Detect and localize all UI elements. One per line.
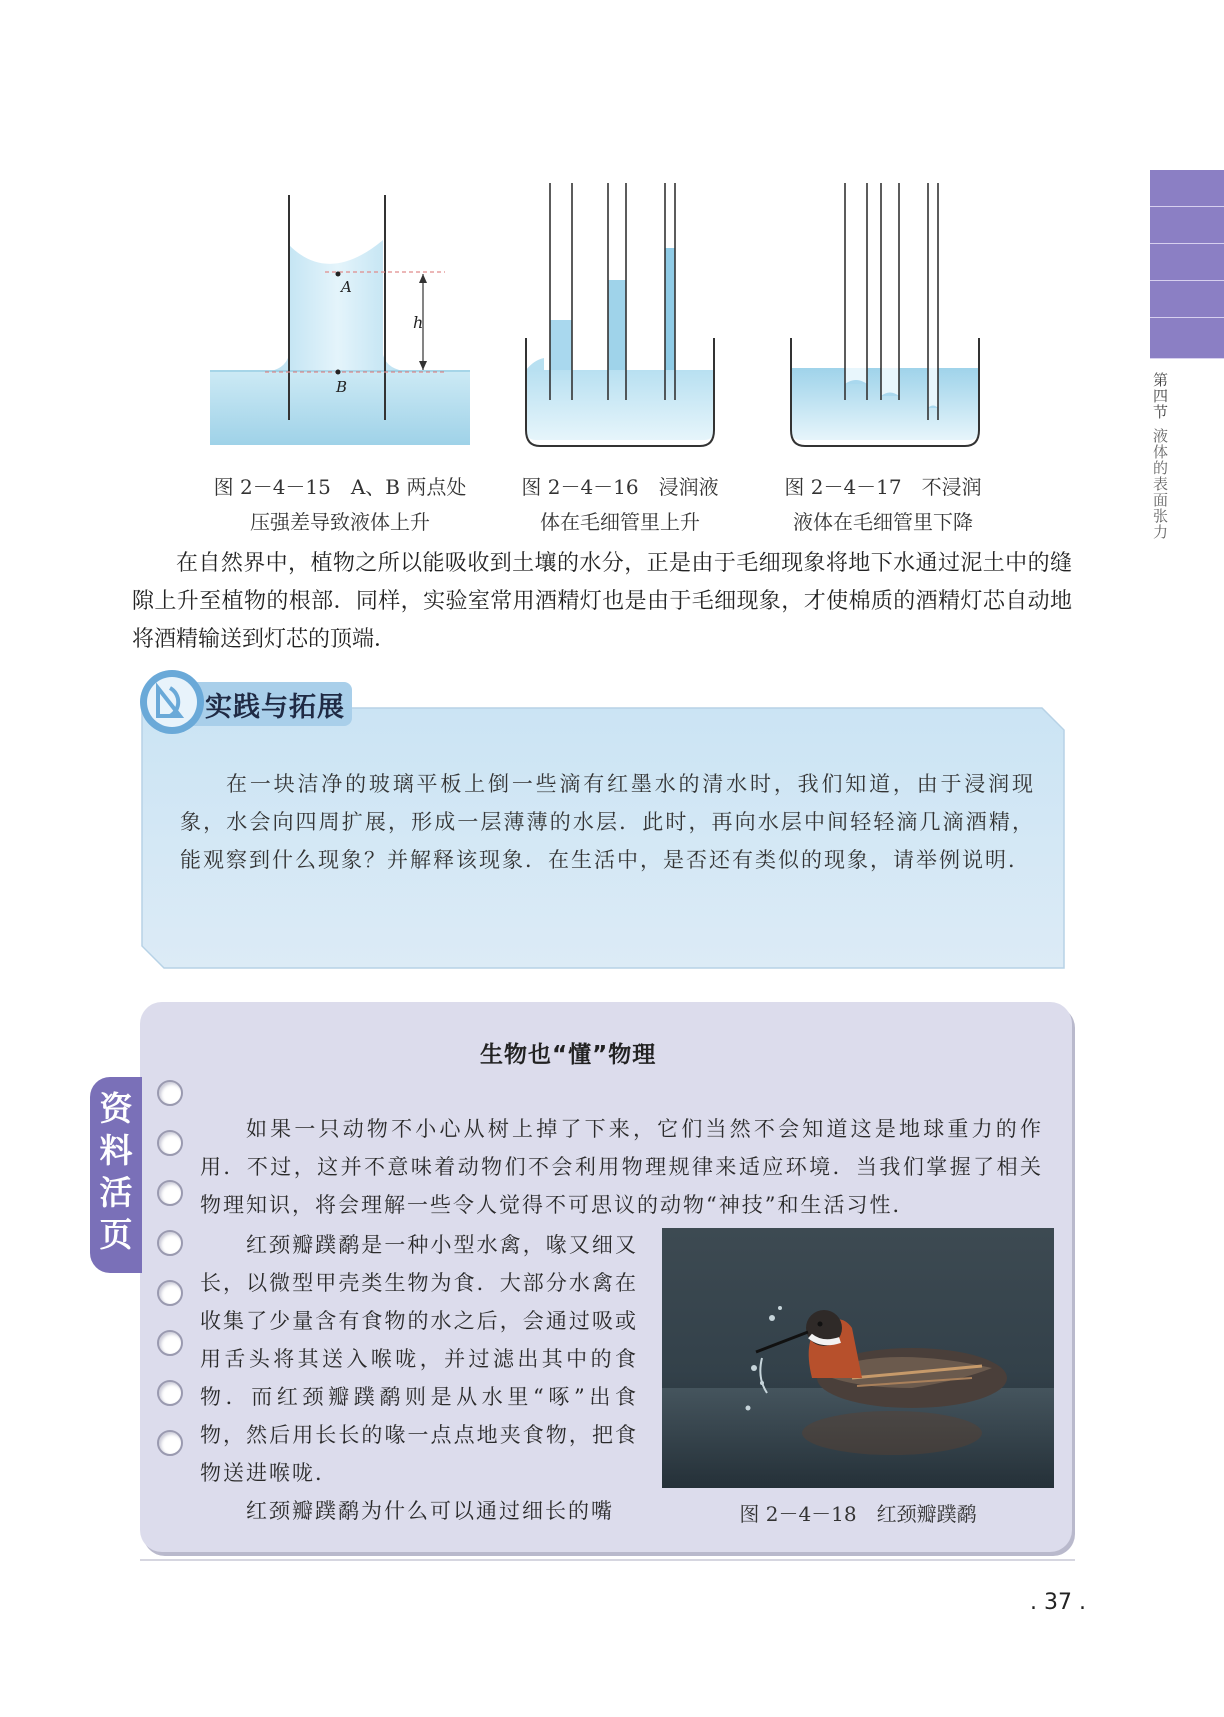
- figure-caption-2-4-15: [200, 470, 480, 540]
- side-section-label: 第四节: [1151, 372, 1169, 420]
- binder-ring: [157, 1230, 183, 1256]
- bird-photo-caption: 图 2－4－18 红颈瓣蹼鹬: [739, 1502, 977, 1526]
- info-paragraph-2-text: 红颈瓣蹼鹬是一种小型水禽，喙又细又长，以微型甲壳类生物为食．大部分水禽在收集了少量含有食物的水之后，会通过吸或用舌头将其送入喉咙，并过滤出其中的食物．而红颈瓣蹼鹬则是从水里“啄”出食物，然后用长长的喙一点点地夹食物，把食物送进喉咙．: [200, 1233, 638, 1485]
- info-paragraph-2: [200, 1226, 638, 1530]
- label-b: B: [336, 378, 348, 396]
- info-title: 生物也“懂”物理: [480, 1042, 657, 1068]
- figure-caption-2-4-16: [515, 470, 725, 540]
- binder-ring: [157, 1080, 183, 1106]
- info-paragraph-1: 如果一只动物不小心从树上掉了下来，它们当然不会知道这是地球重力的作用．不过，这并不意味着动物们不会利用物理规律来适应环境．当我们掌握了相关物理知识，将会理解一些令人觉得不可思议的动物“神技”和生活习性．: [200, 1117, 1043, 1217]
- caption-line: 图 2－4－16 浸润液: [521, 475, 719, 499]
- info-side-tab-label: 资料活页: [99, 1089, 133, 1254]
- practice-text: 在一块洁净的玻璃平板上倒一些滴有红墨水的清水时，我们知道，由于浸润现象，水会向四周扩展，形成一层薄薄的水层．此时，再向水层中间轻轻滴几滴酒精，能观察到什么现象？并解释该现象．在生活中，是否还有类似的现象，请举例说明．: [180, 772, 1035, 872]
- bird-photo: [662, 1228, 1054, 1488]
- binder-ring: [157, 1280, 183, 1306]
- binder-ring: [157, 1330, 183, 1356]
- practice-title: 实践与拓展: [205, 692, 345, 723]
- caption-line: 图 2－4－15 A、B 两点处: [213, 475, 467, 499]
- caption-line: 液体在毛细管里下降: [793, 510, 973, 534]
- caption-line: 图 2－4－17 不浸润: [784, 475, 982, 499]
- caption-line: 压强差导致液体上升: [250, 510, 430, 534]
- label-a: A: [341, 278, 352, 296]
- figure-wetting-liquid: [520, 180, 720, 450]
- label-h: h: [413, 313, 424, 332]
- binder-ring: [157, 1430, 183, 1456]
- binder-ring: [157, 1380, 183, 1406]
- figure-caption-2-4-17: [778, 470, 988, 540]
- figure-pressure-diagram: [205, 190, 475, 450]
- binder-ring: [157, 1130, 183, 1156]
- chapter-side-tabs: [1150, 170, 1224, 360]
- side-title-label: 液体的表面张力: [1151, 428, 1169, 540]
- info-paragraph-3-text: 红颈瓣蹼鹬为什么可以通过细长的嘴: [246, 1499, 614, 1523]
- caption-line: 体在毛细管里上升: [540, 510, 700, 534]
- binder-ring: [157, 1180, 183, 1206]
- body-paragraph: 在自然界中，植物之所以能吸收到土壤的水分，正是由于毛细现象将地下水通过泥土中的缝隙上升至植物的根部．同样，实验室常用酒精灯也是由于毛细现象，才使棉质的酒精灯芯自动地将酒精输送到灯芯的顶端．: [132, 551, 1072, 652]
- page-number: . 37 .: [1030, 1590, 1086, 1615]
- divider: [140, 1559, 1075, 1561]
- figure-nonwetting-liquid: [785, 180, 985, 450]
